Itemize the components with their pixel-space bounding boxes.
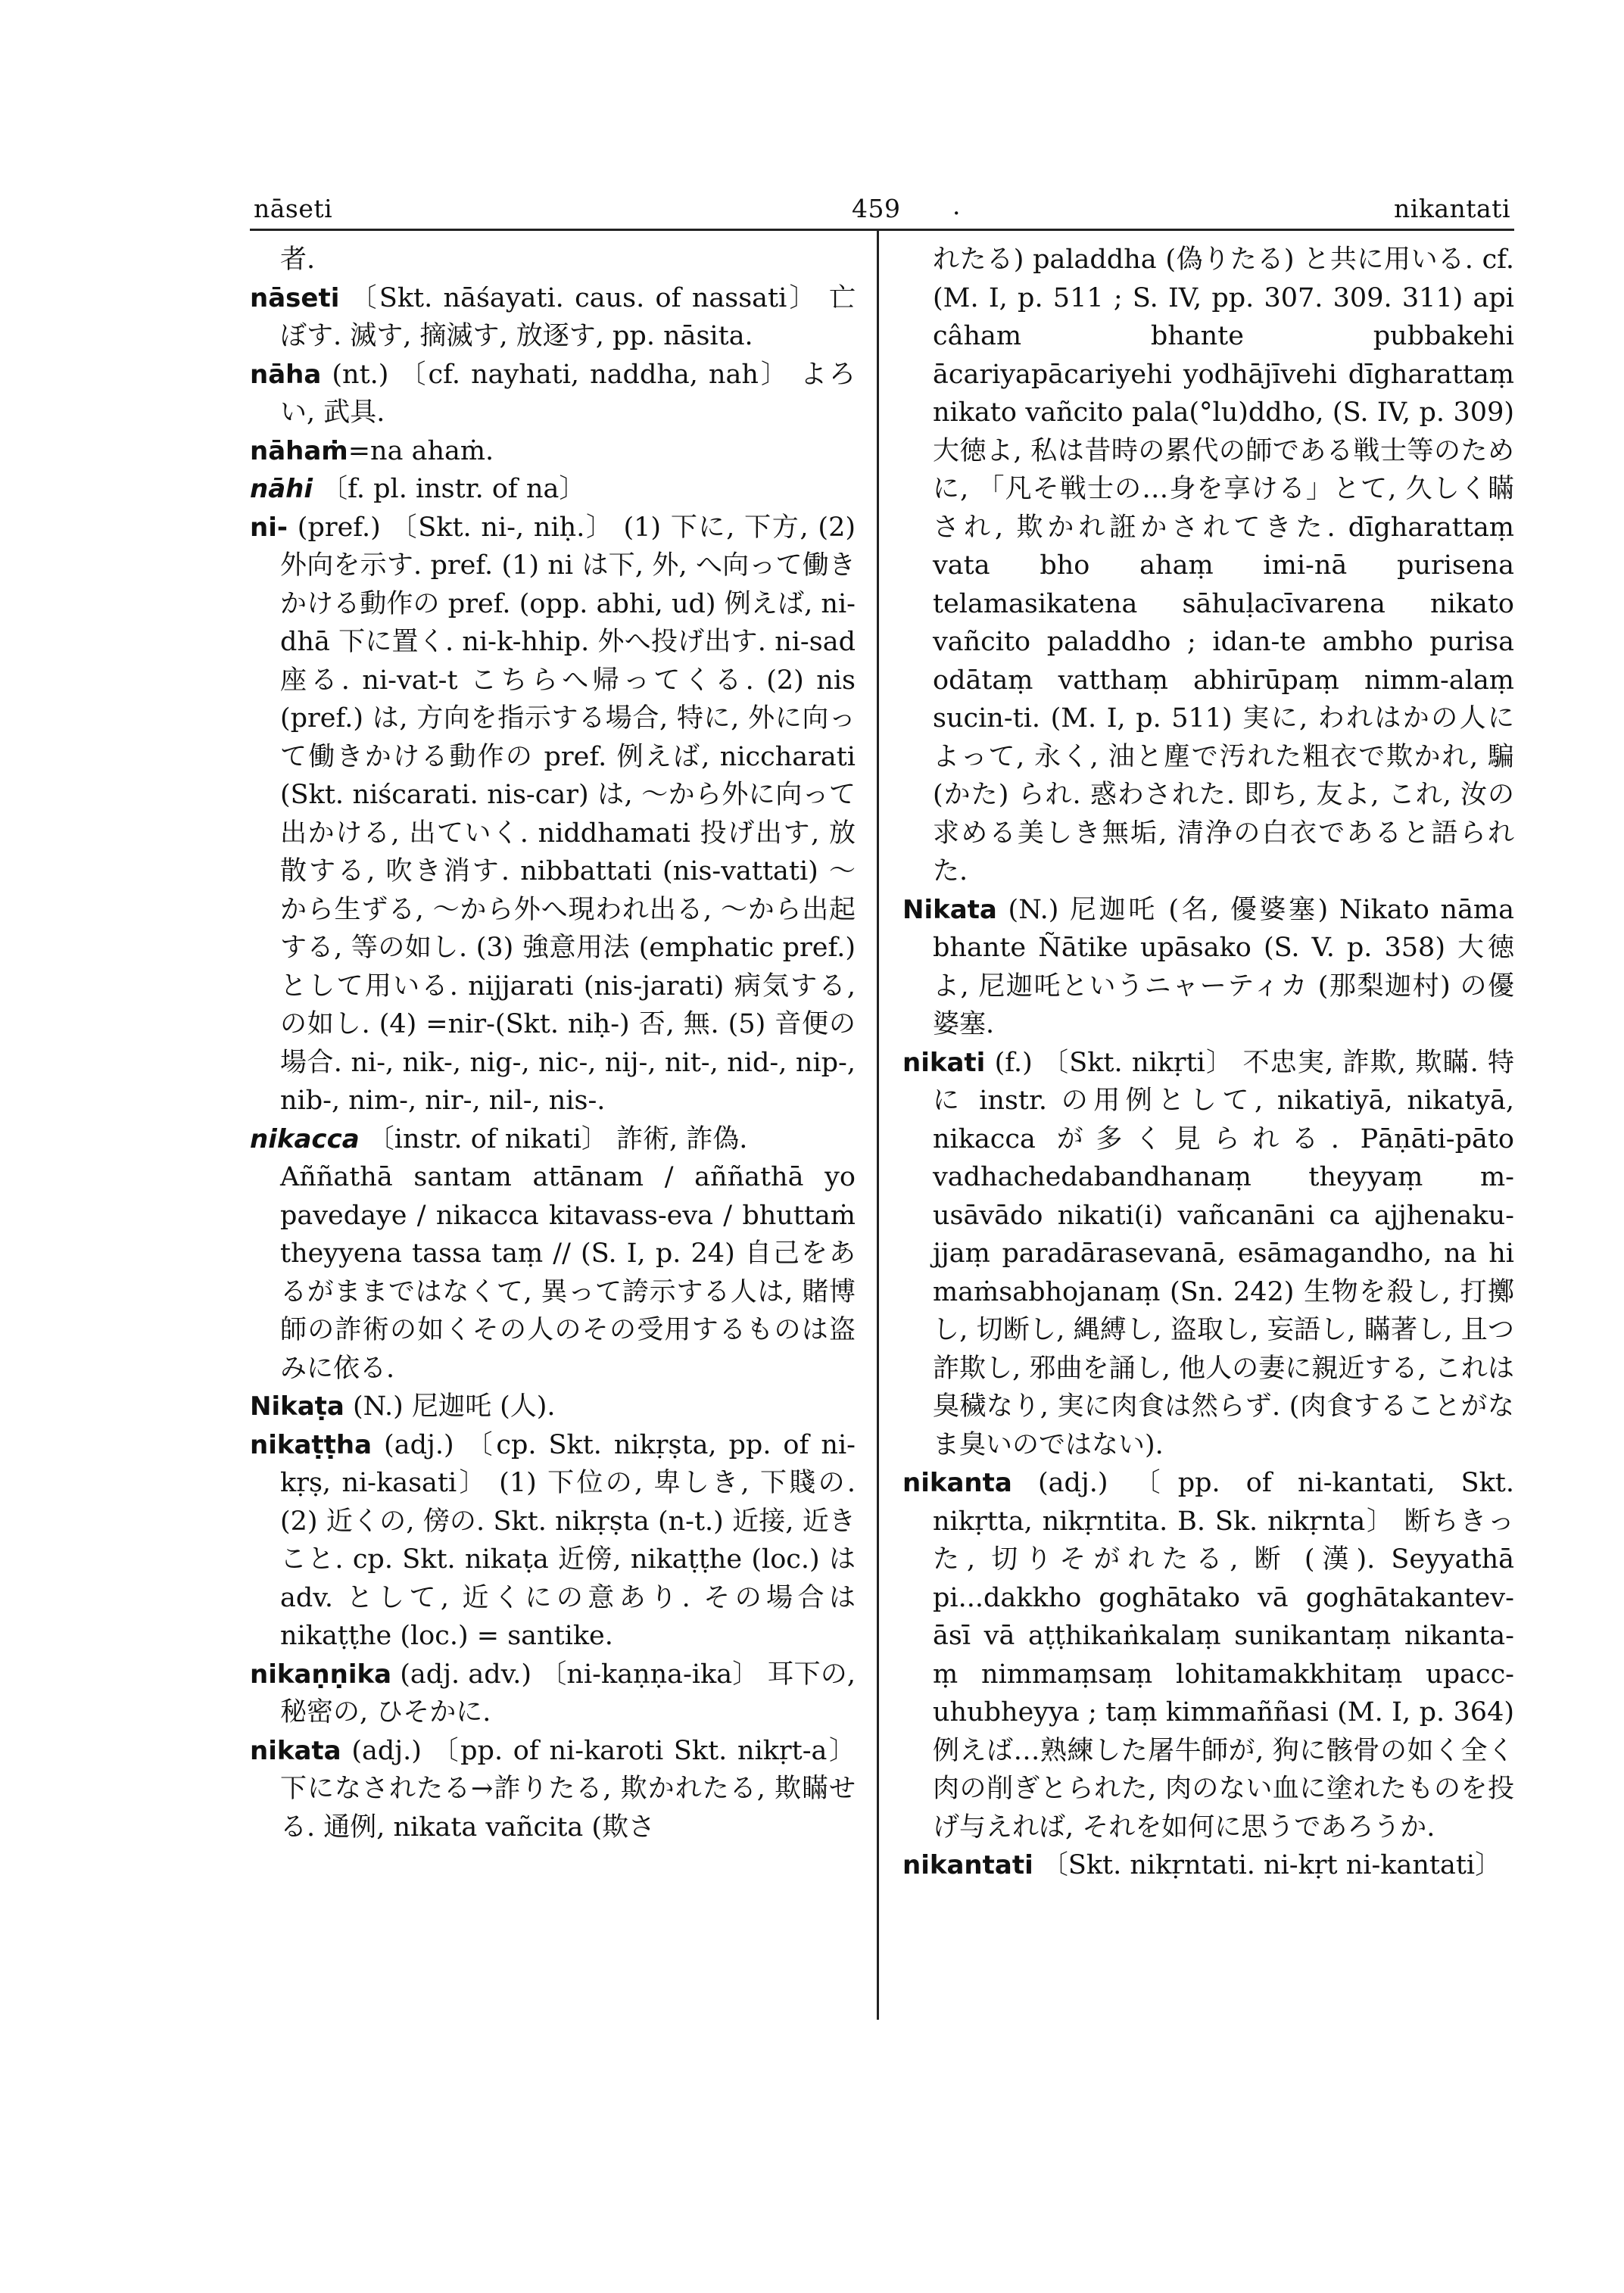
entry-nikannika (250, 1656, 856, 1732)
entry-text: (adj.) 〔pp. of ni-karoti Skt. nikṛt-a〕 下になされたる→詐りたる, 欺かれたる, 欺瞞せる. 通例, nikata vañcita (欺さ (280, 1735, 856, 1843)
entry-text: 〔Skt. nāśayati. caus. of nassati〕 亡ぼす. 滅す, 摘滅す, 放逐す, pp. nāsita. (280, 282, 856, 351)
right-column (902, 241, 1514, 1885)
entry-nahi (250, 470, 856, 509)
entry-text: (f.) 〔Skt. nikṛti〕 不忠実, 詐欺, 欺瞞. 特に instr. の用例として, nikatiyā, nikatyā, nikacca が多く見られる. Pāṇāti-pāto vadhachedabandhanaṃ theyyaṃ m-usāvādo nikati(i) vañcanāni ca ajjhenaku-jjaṃ paradārasevanā, esāmagandho, na hi maṁsabhojanaṃ (Sn. 242) 生物を殺し, 打擲し, 切断し, 縄縛し, 盗取し, 妄語し, 瞞著し, 且つ詐欺し, 邪曲を誦し, 他人の妻に親近する, これは臭穢なり, 実に肉食は然らず. (肉食することがなま臭いのではない). (933, 1047, 1514, 1460)
entry-nikantati (902, 1846, 1514, 1885)
entry-text: (N.) 尼迦吒 (名, 優婆塞) Nikato nāma bhante Ñātike upāsako (S. V. p. 358) 大徳よ, 尼迦吒というニャーティカ (那梨迦村) の優婆塞. (933, 894, 1514, 1039)
running-head-left: nāseti (254, 194, 333, 223)
headword: Nikaṭa (250, 1391, 344, 1422)
page-number: 459 (852, 194, 901, 223)
entry-text: (adj. adv.) 〔ni-kaṇṇa-ika〕 耳下の, 秘密の, ひそかに. (280, 1659, 856, 1728)
entry-text: 〔instr. of nikati〕 詐術, 詐偽. (359, 1123, 748, 1154)
headword: nāseti (250, 282, 340, 313)
left-column (250, 241, 856, 1846)
headword: nikati (902, 1047, 986, 1078)
entry-nikata-name (250, 1388, 856, 1426)
entry-text: 〔Skt. nikṛntati. ni-kṛt ni-kantati〕 (1033, 1850, 1502, 1880)
entry-text: 者. (280, 245, 316, 275)
entry-nikattha (250, 1426, 856, 1656)
entry-naham (250, 432, 856, 471)
header-separator: · (952, 198, 961, 228)
entry-naha (250, 356, 856, 432)
headword: nikacca (250, 1123, 360, 1154)
running-head-right: nikantati (1394, 194, 1510, 223)
entry-text: (adj.) 〔pp. of ni-kantati, Skt. nikṛtta, nikṛntita. B. Sk. nikṛnta〕 断ちきった, 切りそがれたる, 断 (漢). Seyyathā pi...dakkho goghātako vā goghātakantev-āsī vā aṭṭhikaṅkalaṃ sunikantaṃ nikanta-ṃ nimmaṃsaṃ lohitamakkhitaṃ upacc-uhubheyya ; taṃ kimmaññasi (M. I, p. 364) 例えば…熟練した屠牛師が, 狗に骸骨の如く全く肉の削ぎとられた, 肉のない血に塗れたものを投げ与えれば, それを如何に思うであろうか. (933, 1468, 1514, 1843)
entry-nikanta (902, 1464, 1514, 1846)
headword: nāhaṁ (250, 435, 348, 466)
entry-nikacca (250, 1120, 856, 1159)
entry-quotation (250, 1158, 856, 1388)
headword: Nikata (902, 894, 997, 925)
headword: nāha (250, 359, 322, 390)
headword: ni- (250, 512, 288, 543)
entry-nikata-proper (902, 891, 1514, 1044)
headword: nikanta (902, 1468, 1012, 1498)
header-rule (250, 229, 1514, 231)
entry-continuation (902, 241, 1514, 891)
entry-text: (pref.) 〔Skt. ni-, niḥ.〕 (1) 下に, 下方, (2) 外向を示す. pref. (1) ni は下, 外, へ向って働きかける動作の pref. (opp. abhi, ud) 例えば, ni-dhā 下に置く. ni-k-hhip. 外へ投げ出す. ni-sad 座る. ni-vat-t こちらへ帰ってくる. (2) nis (pref.) は, 方向を指示する場合, 特に, 外に向って働きかける動作の pref. 例えば, niccharati (Skt. niścarati. nis-car) は, ～から外に向って出かける, 出ていく. niddhamati 投げ出す, 放散する, 吹き消す. nibbattati (nis-vattati) ～から生ずる, ～から外へ現われ出る, ～から出起する, 等の如し. (3) 強意用法 (emphatic pref.) として用いる. nijjarati (nis-jarati) 病気する, の如し. (4) =nir-(Skt. niḥ-) 否, 無. (5) 音便の場合. ni-, nik-, nig-, nic-, nij-, nit-, nid-, nip-, nib-, nim-, nir-, nil-, nis-. (280, 512, 856, 1116)
entry-text: =na ahaṁ. (348, 435, 494, 466)
entry-text: Aññathā santam attānam / aññathā yo pavedaye / nikacca kitavass-eva / bhuttaṁ theyyena tassa taṃ // (S. I, p. 24) 自己をあるがままではなくて, 異って誇示する人は, 賭博師の詐術の如くその人のその受用するものは盗みに依る. (280, 1162, 856, 1384)
entry-continuation (250, 241, 856, 279)
column-divider (877, 229, 879, 2020)
entry-text: (N.) 尼迦吒 (人). (344, 1391, 556, 1422)
entry-text: (adj.) 〔cp. Skt. nikṛṣta, pp. of ni-kṛṣ, ni-kasati〕 (1) 下位の, 卑しき, 下賤の. (2) 近くの, 傍の. Skt. nikṛṣta (n-t.) 近接, 近きこと. cp. Skt. nikaṭa 近傍, nikaṭṭhe (loc.) はadv. として, 近くにの意あり. その場合は nikaṭṭhe (loc.) = santike. (280, 1429, 856, 1651)
headword: nikaṭṭha (250, 1429, 372, 1460)
headword: nikantati (902, 1850, 1033, 1880)
entry-text: れたる) paladdha (偽りたる) と共に用いる. cf. (M. I, p. 511 ; S. IV, pp. 307. 309. 311) api câham bhante pubbakehi ācariyapācariyehi yodhājīvehi dīgharattaṃ nikato vañcito pala(°lu)ddho, (S. IV, p. 309) 大徳よ, 私は昔時の累代の師である戦士等のために, 「凡そ戦士の…身を享ける」とて, 久しく瞞され, 欺かれ誑かされてきた. dīgharattaṃ vata bho ahaṃ imi-nā purisena telamasikatena sāhuḷacīvarena nikato vañcito paladdho ; idan-te ambho purisa odātaṃ vatthaṃ abhirūpaṃ nimm-alaṃ sucin-ti. (M. I, p. 511) 実に, われはかの人によって, 永く, 油と塵で汚れた粗衣で欺かれ, 騙 (かた) られ. 惑わされた. 即ち, 友よ, これ, 汝の求める美しき無垢, 清浄の白衣であると語られた. (933, 245, 1514, 886)
entry-text: 〔f. pl. instr. of na〕 (313, 474, 586, 504)
entry-nikati (902, 1044, 1514, 1465)
entry-nikata (250, 1732, 856, 1847)
entry-naseti (250, 279, 856, 356)
headword: nikaṇṇika (250, 1659, 392, 1690)
headword: nikata (250, 1735, 341, 1766)
entry-text: (nt.) 〔cf. nayhati, naddha, nah〕 よろい, 武具. (280, 359, 856, 428)
entry-ni (250, 509, 856, 1120)
headword: nāhi (250, 474, 313, 504)
